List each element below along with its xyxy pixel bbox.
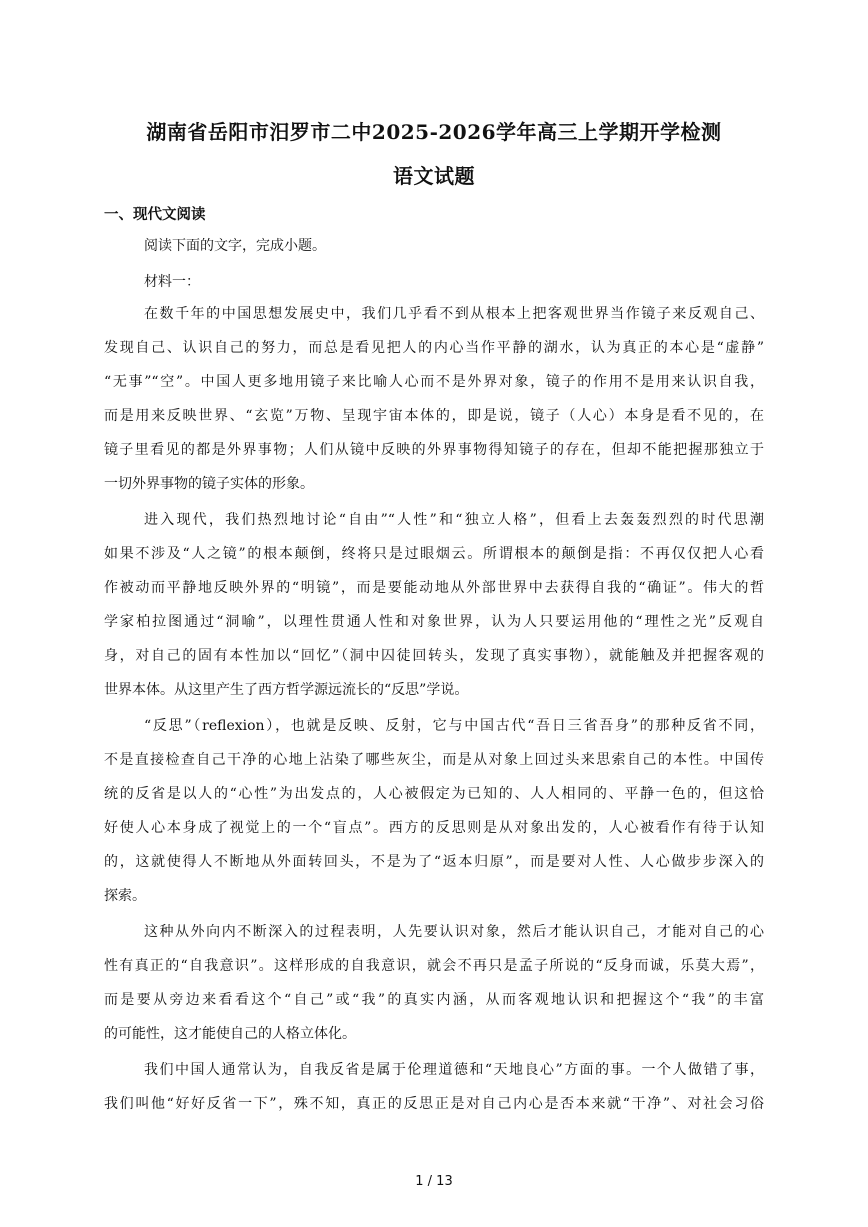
document-title: 湖南省岳阳市汨罗市二中2025-2026学年高三上学期开学检测 (146, 120, 722, 144)
document-subtitle: 语文试题 (393, 164, 475, 188)
page-indicator: 1 / 13 (415, 1174, 453, 1189)
text-line: 的可能性，这才能使自己的人格立体化。 (104, 1026, 356, 1042)
text-line: 作被动而平静地反映外界的“明镜”，而是要能动地从外部世界中去获得自我的“确证”。伟大的哲 (104, 580, 764, 596)
text-line: 身，对自己的固有本性加以“回忆”（洞中囚徒回转头，发现了真实事物），就能触及并把握客观的 (104, 648, 764, 664)
instruction-text: 阅读下面的文字，完成小题。 (144, 238, 326, 254)
text-line: 进入现代，我们热烈地讨论“自由”“人性”和“独立人格”，但看上去轰轰烈烈的时代思潮 (144, 512, 764, 528)
text-line: 这种从外向内不断深入的过程表明，人先要认识对象，然后才能认识自己，才能对自己的心 (144, 924, 764, 940)
text-line: 镜子里看见的都是外界事物；人们从镜中反映的外界事物得知镜子的存在，但却不能把握那独立于 (104, 442, 764, 458)
material-label: 材料一： (144, 274, 200, 290)
text-line: 学家柏拉图通过“洞喻”，以理性贯通人性和对象世界，认为人只要运用他的“理性之光”反观自 (104, 614, 764, 630)
text-line: 的，这就使得人不断地从外面转回头，不是为了“返本归原”，而是要对人性、人心做步步深入的 (104, 854, 764, 870)
text-line: 不是直接检查自己干净的心地上沾染了哪些灰尘，而是从对象上回过头来思索自己的本性。中国传 (104, 752, 764, 768)
text-line: 在数千年的中国思想发展史中，我们几乎看不到从根本上把客观世界当作镜子来反观自己、 (144, 306, 764, 322)
text-line: 而是要从旁边来看看这个“自己”或“我”的真实内涵，从而客观地认识和把握这个“我”的丰富 (104, 992, 764, 1008)
text-line: 发现自己、认识自己的努力，而总是看见把人的内心当作平静的湖水，认为真正的本心是“虚静” (104, 340, 764, 356)
text-line: 一切外界事物的镜子实体的形象。 (104, 476, 314, 492)
text-line: 统的反省是以人的“心性”为出发点的，人心被假定为已知的、人人相同的、平静一色的，但这恰 (104, 786, 764, 802)
text-line: “无事”“空”。中国人更多地用镜子来比喻人心而不是外界对象，镜子的作用不是用来认识自我， (104, 374, 764, 390)
text-line: 世界本体。从这里产生了西方哲学源远流长的“反思”学说。 (104, 682, 469, 698)
text-line: 而是用来反映世界、“玄览”万物、呈现宇宙本体的，即是说，镜子（人心）本身是看不见的，在 (104, 408, 764, 424)
text-line: 好使人心本身成了视觉上的一个“盲点”。西方的反思则是从对象出发的，人心被看作有待于认知 (104, 820, 764, 836)
text-line: 性有真正的“自我意识”。这样形成的自我意识，就会不再只是孟子所说的“反身而诚，乐莫大焉”， (104, 958, 764, 974)
section-heading: 一、现代文阅读 (104, 207, 206, 223)
text-line: “反思”（reflexion），也就是反映、反射，它与中国古代“吾日三省吾身”的那种反省不同， (144, 718, 764, 734)
text-line: 探索。 (104, 888, 146, 904)
text-line: 我们中国人通常认为，自我反省是属于伦理道德和“天地良心”方面的事。一个人做错了事， (144, 1062, 764, 1078)
text-line: 如果不涉及“人之镜”的根本颠倒，终将只是过眼烟云。所谓根本的颠倒是指：不再仅仅把人心看 (104, 546, 764, 562)
text-line: 我们叫他“好好反省一下”，殊不知，真正的反思正是对自己内心是否本来就“干净”、对社会习俗 (104, 1096, 764, 1112)
